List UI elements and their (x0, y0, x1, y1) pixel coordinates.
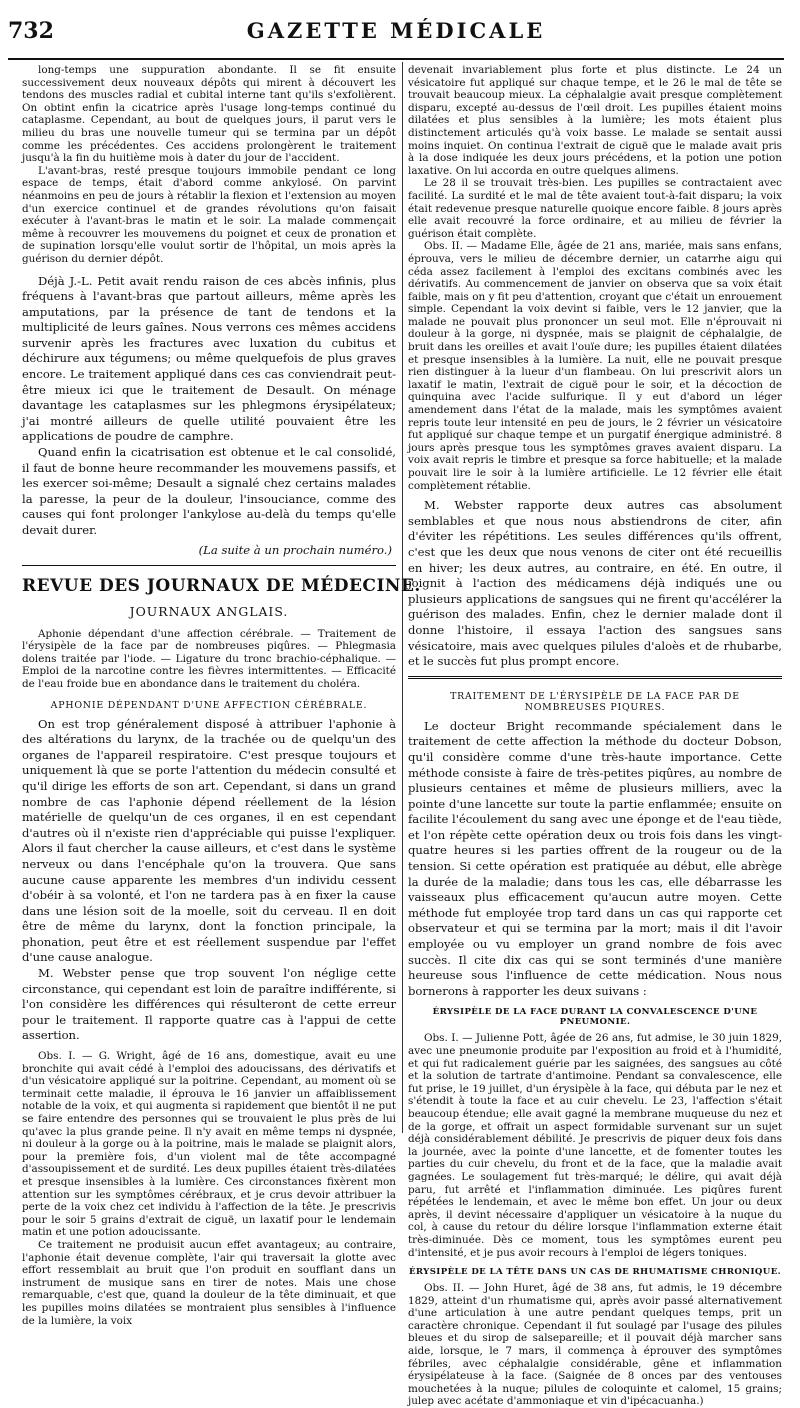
paragraph: Le docteur Bright recommande spécialement dans le traitement de cette affection la méthode du docteur Dobson, qu'il considère comme d'une très-haute importance. Cette méthode consiste à faire de très-petites piqûres, au nombre de plusieurs centaines et même de plusieurs milliers, avec la pointe d'une lancette sur toute la partie enflammée; ensuite on facilite l'écoulement du sang avec une éponge et de l'eau tiède, et l'on répète cette opération deux ou trois fois dans les vingt-quatre heures si les parties offrent de la rougeur ou de la tension. Si cette opération est pratiquée au début, elle abrège la durée de la maladie; dans tous les cas, elle débarrasse les vaisseaux plus efficacement qu'aucun autre moyen. Cette méthode fut employée trop tard dans un cas qui rapporte cet observateur et qui se termina par la mort; mais il dit l'avoir employée ou vu employer un grand nombre de fois avec succès. Il cite dix cas qui se sont terminés d'une manière heureuse sous l'influence de cette médication. Nous nous bornerons à rapporter les deux suivans : (408, 718, 782, 998)
article-rule (408, 676, 782, 679)
left-column (22, 64, 421, 1327)
section-rule (22, 565, 396, 566)
paragraph: Obs. I. — G. Wright, âgé de 16 ans, domestique, avait eu une bronchite qui avait cédé à l'emploi des adoucissans, des dérivatifs et d'un vésicatoire appliqué sur la poitrine. Cependant, au moment où se terminait cette maladie, il éprouva le 16 janvier un affaiblissement notable de la voix, et qui augmenta si rapidement que bientôt il ne put se faire entendre des personnes qui se trouvaient le plus près de lui qu'avec la plus grande peine. Il n'y avait en même temps ni dyspnée, ni douleur à la gorge ou à la poitrine, mais le malade se plaignit alors, pour la première fois, d'un violent mal de tête accompagné d'assoupissement et de surdité. Les deux pupilles étaient très-dilatées et presque insensibles à la lumière. Ces circonstances fixèrent mon attention sur les symptômes cérébraux, et je crus devoir attribuer la perte de la voix chez cet individu à l'affection de la tête. Je prescrivis pour le soir 5 grains d'extrait de ciguë, un laxatif pour le lendemain matin et une potion adoucissante. (22, 1050, 396, 1239)
subsection-title: JOURNAUX ANGLAIS. (129, 603, 289, 619)
paragraph: Déjà J.-L. Petit avait rendu raison de ces abcès infinis, plus fréquens à l'avant-bras que partout ailleurs, même après les amputations, par la présence de tant de tendons et la multiplicité de leurs gaînes. Nous verrons ces mêmes accidens survenir après les fractures avec luxation du cubitus et déchirure aux tégumens; ou même quelquefois de plus graves encore. Le traitement appliqué dans ces cas conviendrait peut-être mieux ici que le traitement de Desault. On ménage davantage les cataplasmes sur les phlegmons érysipélateux; j'ai montré ailleurs de quelle utilité pouvaient être les applications de poudre de camphre. (22, 273, 396, 444)
paragraph: Ce traitement ne produisit aucun effet avantageux; au contraire, l'aphonie était devenue complète, l'air qui traversait la glotte avec effort ressemblait au bruit que l'on produit en soufflant dans un instrument de musique sans en tirer de notes. Mais une chose remarquable, c'est que, quand la douleur de la tête diminuait, et que les pupilles moins dilatées se montraient plus sensibles à l'influence de la lumière, la voix (22, 1238, 396, 1327)
page-header (8, 18, 784, 52)
paragraph: devenait invariablement plus forte et plus distincte. Le 24 un vésicatoire fut appliqué sur chaque tempe, et le 26 le mal de tête se trouvait beaucoup mieux. La céphalalgie avait presque complètement disparu, excepté au-dessus de l'œil droit. Les pupilles étaient moins dilatées et plus sensibles à la lumière; les mots étaient plus distinctement articulés qu'à voix basse. Le malade se sentait aussi moins inquiet. On continua l'extrait de ciguë que le malade avait pris à la dose indiquée les deux jours précédens, et la potion une potion laxative. On lui accorda en outre quelques alimens. (408, 64, 782, 177)
paragraph: Le 28 il se trouvait très-bien. Les pupilles se contractaient avec facilité. La surdité et le mal de tête avaient tout-à-fait disparu; la voix était redevenue presque naturelle quoique encore faible. 8 jours après elle avait recouvré la force ordinaire, et au milieu de février la guérison était complète. (408, 177, 782, 240)
paragraph: L'avant-bras, resté presque toujours immobile pendant ce long espace de temps, était d'abord comme ankylosé. On parvint néanmoins en peu de jours à rétablir la flexion et l'extension au moyen d'un exercice continuel et de grandes révolutions qu'on faisait exécuter à l'avant-bras le matin et le soir. La malade commençait même à recouvrer les mouvemens du poignet et ceux de pronation et de supination lorsqu'elle voulut sortir de l'hôpital, un mois après la guérison du dernier dépôt. (22, 164, 396, 265)
paragraph: M. Webster pense que trop souvent l'on néglige cette circonstance, qui cependant est loin de paraître indifférente, si l'on considère les différences qui résulteront de cette erreur pour le traitement. Il rapporte quatre cas à l'appui de cette assertion. (22, 966, 396, 1043)
article-title: APHONIE DÉPENDANT D'UNE AFFECTION CÉRÉBRALE. (50, 699, 368, 711)
section-summary: Aphonie dépendant d'une affection cérébrale. — Traitement de l'érysipèle de la face par de nombreuses piqûres. — Phlegmasia dolens traitée par l'iode. — Ligature du tronc brachio-céphalique. — Emploi de la narcotine contre les fièvres intermittentes. — Efficacité de l'eau froide bue en abondance dans le traitement du choléra. (22, 627, 396, 690)
header-rule (8, 58, 784, 60)
article-title: TRAITEMENT DE L'ÉRYSIPÈLE DE LA FACE PAR DE NOMBREUSES PIQURES. (450, 690, 740, 713)
running-title: GAZETTE MÉDICALE (246, 18, 546, 43)
continuation-note: (La suite à un prochain numéro.) (198, 542, 392, 557)
paragraph: On est trop généralement disposé à attribuer l'aphonie à des altérations du larynx, de la trachée ou de quelqu'un des organes de l'appareil respiratoire. C'est presque toujours et uniquement là que se porte l'attention du médecin consulté et qu'il dirige les efforts de son art. Cependant, si dans un grand nombre de cas l'aphonie dépend réellement de la lésion matérielle de quelqu'un de ces organes, il en est cependant d'autres où il n'existe rien d'appréciable qui puisse l'expliquer. Alors il faut chercher la cause ailleurs, et c'est dans le système nerveux ou dans l'encéphale qu'on la trouvera. Que sans aucune cause apparente les membres d'un individu cessent d'obéir à sa volonté, et l'on ne tardera pas à en fixer la cause dans une lésion soit de la moelle, soit du cerveau. Il en doit être de même du larynx, dont la fonction principale, la phonation, peut être et est réellement suspendue par l'effet d'une cause analogue. (22, 716, 396, 965)
page-number: 732 (8, 18, 54, 44)
paragraph: long-temps une suppuration abondante. Il se fit ensuite successivement deux nouveaux dépôts qui mirent à découvert les tendons des muscles radial et cubital interne tant qu'ils s'exfolièrent. On obtint enfin la cicatrice après l'usage long-temps continué du cataplasme. Cependant, au bout de quelques jours, il parut vers le milieu du bras une nouvelle tumeur qui se termina par un dépôt comme les précédentes. Ces accidens prolongèrent le traitement jusqu'à la fin du huitième mois à dater du jour de l'accident. (22, 64, 396, 165)
paragraph: Quand enfin la cicatrisation est obtenue et le cal consolidé, il faut de bonne heure recommander les mouvemens passifs, et les exercer soi-même; Desault a signalé chez certains malades la paresse, la peur de la douleur, l'insouciance, comme des causes qui font prolonger l'ankylose au-delà du temps qu'elle devait durer. (22, 445, 396, 537)
column-divider (402, 62, 403, 1133)
article-subtitle: ÉRYSIPÈLE DE LA FACE DURANT LA CONVALESCENCE D'UNE PNEUMONIE. (432, 1007, 758, 1028)
right-column (408, 64, 782, 1408)
paragraph: Obs. I. — Julienne Pott, âgée de 26 ans, fut admise, le 30 juin 1829, avec une pneumonie produite par l'exposition au froid et à l'humidité, et qui fut radicalement guérie par les saignées, des sangsues au côté et la solution de tartrate d'antimoine. Pendant sa convalescence, elle fut prise, le 19 juillet, d'un érysipèle à la face, qui débuta par le nez et s'étendit à toute la face et au cuir chevelu. Le 23, l'affection s'était beaucoup étendue; elle avait gagné la membrane muqueuse du nez et de la gorge, et offrait un aspect formidable survenant sur un sujet déjà considérablement débilité. Je prescrivis de piquer deux fois dans la journée, avec la pointe d'une lancette, et de fomenter toutes les parties du cuir chevelu, du front et de la face, que la maladie avait gagnées. Le soulagement fut très-marqué; le délire, qui avait déjà paru, fut arrêté et l'inflammation diminuée. Les piqûres furent répétées le lendemain, et avec le même bon effet. Un jour ou deux après, il devint nécessaire d'appliquer un vésicatoire à la nuque du col, à cause du retour du délire lorsque l'inflammation externe était très-diminuée. Dès ce moment, tous les symptômes eurent peu d'intensité, et je pus avoir recours à l'emploi de légers toniques. (408, 1032, 782, 1259)
section-title: REVUE DES JOURNAUX DE MÉDECINE. (22, 575, 421, 596)
article-subtitle: ÉRYSIPÈLE DE LA TÊTE DANS UN CAS DE RHUMATISME CHRONIQUE. (408, 1267, 782, 1278)
paragraph: M. Webster rapporte deux autres cas absolument semblables et que nous nous abstiendrons de citer, afin d'éviter les répétitions. Les seules différences qu'ils offrent, c'est que les deux que nous venons de citer ont été recueillis en hiver; les deux autres, au contraire, en été. En outre, il joignit à l'action des médicamens déjà indiqués une ou plusieurs applications de sangsues qui ne firent qu'accélérer la guérison des malades. Enfin, chez le dernier malade dont il donne l'histoire, il essaya l'action des sangsues sans vésicatoire, mais avec quelques pilules d'aloès et de rhubarbe, et le succès fut plus prompt encore. (408, 498, 782, 669)
paragraph: Obs. II. — Madame Elle, âgée de 21 ans, mariée, mais sans enfans, éprouva, vers le milieu de décembre dernier, un catarrhe aigu qui céda assez facilement à l'emploi des excitans combinés avec les dérivatifs. Au commencement de janvier on observa que sa voix était faible, mais on y fit peu d'attention, croyant que c'était un enrouement simple. Cependant la voix devint si faible, vers le 12 janvier, que la malade ne pouvait plus prononcer un seul mot. Elle n'éprouvait ni douleur à la gorge, ni dyspnée, mais se plaignit de céphalalgie, de bruit dans les oreilles et avait l'ouïe dure; les pupilles étaient dilatées et presque insensibles à la lumière. La nuit, elle ne pouvait presque rien distinguer à la lueur d'un flambeau. On lui prescrivit alors un laxatif le matin, l'extrait de ciguë pour le soir, et la décoction de quinquina avec l'acide sulfurique. Il y eut d'abord un léger amendement dans l'état de la malade, mais les symptômes avaient repris toute leur intensité en peu de jours, le 2 février un vésicatoire fut appliqué sur chaque tempe et un purgatif énergique administré. 8 jours après presque tous les symptômes graves avaient disparu. La voix avait repris le timbre et presque sa force habituelle; et la malade pouvait lire le soir à la lumière artificielle. Le 12 février elle était complètement rétablie. (408, 240, 782, 492)
paragraph: Obs. II. — John Huret, âgé de 38 ans, fut admis, le 19 décembre 1829, atteint d'un rhumatisme qui, après avoir passé alternativement d'une articulation à une autre pendant quelques temps, prit un caractère chronique. Cependant il fut soulagé par l'usage des pilules bleues et du sirop de salsepareille; et il pouvait déjà marcher sans aide, lorsque, le 7 mars, il commença à éprouver des symptômes fébriles, avec céphalalgie considérable, gêne et inflammation érysipélateuse à la face. (Saignée de 8 onces par des ventouses mouchetées à la nuque; pilules de coloquinte et calomel, 15 grains; julep avec acétate d'ammoniaque et vin d'ipécacuanha.) (408, 1282, 782, 1408)
